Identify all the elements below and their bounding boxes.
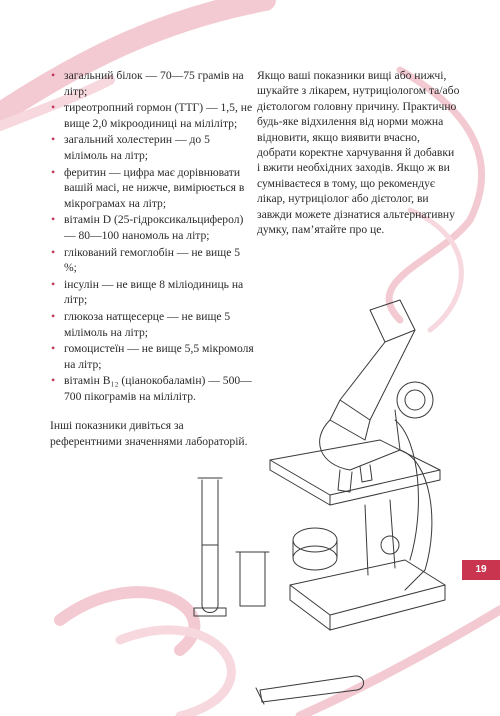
bullet-icon: • <box>51 164 56 179</box>
list-item: • глікований гемоглобін — не вище 5 %; <box>51 244 241 275</box>
list-item: • загальний білок — 70—75 грамів на літр; <box>51 68 244 98</box>
reference-note: Інші показники дивіться за референтними значеннями лабораторій. <box>50 419 248 449</box>
bullet-icon: • <box>51 244 56 259</box>
bullet-icon: • <box>51 373 56 388</box>
list-item: • феритин — цифра має дорівнювати вашій масі, не нижче, вимірюється в мікрограмах на літр; <box>51 164 245 210</box>
list-item: • інсулін — не вище 8 міліодиниць на літр; <box>51 276 244 307</box>
list-item: • вітамін D (25-гідроксикальциферол) — 80—100 наномоль на літр; <box>51 212 244 242</box>
page-number: 19 <box>462 560 500 580</box>
bullet-icon: • <box>51 276 56 291</box>
reference-values-column <box>50 68 255 461</box>
bullet-icon: • <box>51 308 56 323</box>
bullet-icon: • <box>51 341 56 356</box>
list-item: • вітамін B₁₂ (ціанокобаламін) — 500—700 пікограмів на мілілітр. <box>51 373 252 403</box>
advice-column <box>257 68 460 237</box>
advice-paragraph: Якщо ваші показники вищі або нижчі, шукайте з лікарем, нутриціологом та/або дієтологом головну причину. Практично будь-яке відхилення від норми можна відновити, якщо виявити вчасно, добрати коректне харчування й добавки і вжити необхідних заходів. Якщо ж ви сумніваєтеся в тому, що рекомендує лікар, нутриціолог або дієтолог, ви завжди можете дізнатися альтернативну думку, пам’ятайте про це. <box>257 69 460 237</box>
bullet-icon: • <box>51 132 56 147</box>
bullet-icon: • <box>51 68 56 82</box>
bullet-icon: • <box>51 100 56 115</box>
bullet-icon: • <box>51 212 56 227</box>
list-item: • гомоцистеїн — не вище 5,5 мікромоля на літр; <box>51 341 254 371</box>
list-item: • тиреотропний гормон (ТТГ) — 1,5, не вище 2,0 мікроодиниці на мілілітр; <box>51 100 253 130</box>
list-item: • загальний холестерин — до 5 мілімоль на літр; <box>51 132 210 162</box>
reference-values-list <box>50 68 255 404</box>
list-item: • глюкоза натщесерце — не вище 5 мілімоль на літр; <box>51 308 231 339</box>
